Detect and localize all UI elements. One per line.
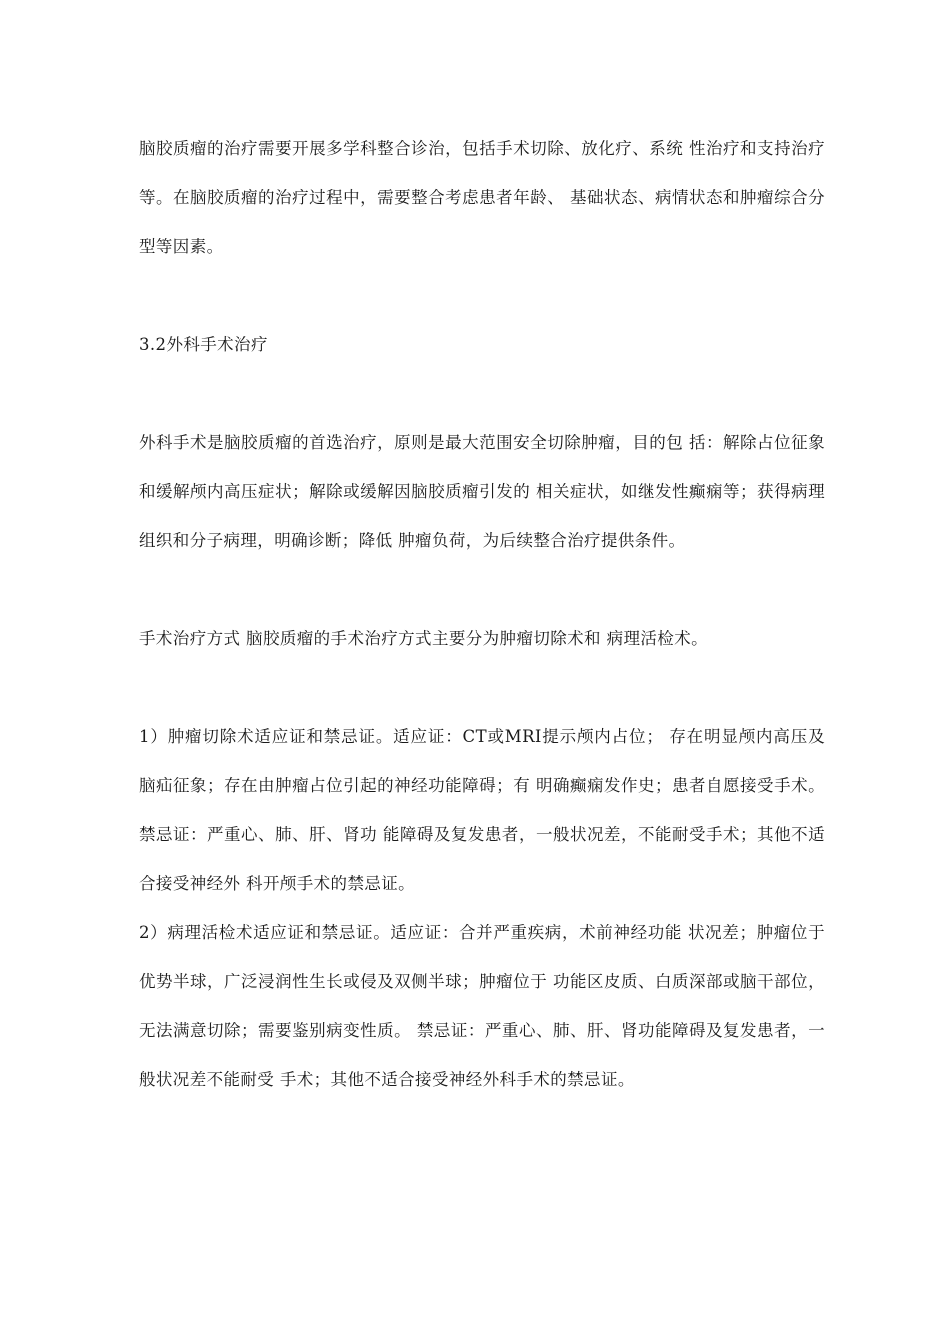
spacer bbox=[139, 565, 825, 614]
document-body bbox=[139, 124, 825, 1104]
spacer bbox=[139, 663, 825, 712]
item-2-paragraph: 2）病理活检术适应证和禁忌证。适应证：合并严重疾病，术前神经功能 状况差；肿瘤位于优势半球，广泛浸润性生长或侵及双侧半球；肿瘤位于 功能区皮质、白质深部或脑干部位，无法满意切除；需要鉴别病变性质。 禁忌证：严重心、肺、肝、肾功能障碍及复发患者，一般状况差不能耐受 手术；其他不适合接受神经外科手术的禁忌证。 bbox=[139, 923, 825, 1089]
methods-paragraph: 手术治疗方式 脑胶质瘤的手术治疗方式主要分为肿瘤切除术和 病理活检术。 bbox=[139, 629, 708, 648]
spacer bbox=[139, 369, 825, 418]
section-heading: 3.2外科手术治疗 bbox=[139, 335, 268, 354]
spacer bbox=[139, 271, 825, 320]
intro-paragraph: 脑胶质瘤的治疗需要开展多学科整合诊治，包括手术切除、放化疗、系统 性治疗和支持治疗等。在脑胶质瘤的治疗过程中，需要整合考虑患者年龄、 基础状态、病情状态和肿瘤综合分型等因素。 bbox=[139, 139, 825, 256]
item-1-paragraph: 1）肿瘤切除术适应证和禁忌证。适应证：CT或MRI提示颅内占位； 存在明显颅内高压及脑疝征象；存在由肿瘤占位引起的神经功能障碍；有 明确癫痫发作史；患者自愿接受手术。禁忌证：严重心、肺、肝、肾功 能障碍及复发患者，一般状况差，不能耐受手术；其他不适合接受神经外 科开颅手术的禁忌证。 bbox=[139, 727, 825, 893]
surgery-overview-paragraph: 外科手术是脑胶质瘤的首选治疗，原则是最大范围安全切除肿瘤，目的包 括：解除占位征象和缓解颅内高压症状；解除或缓解因脑胶质瘤引发的 相关症状，如继发性癫痫等；获得病理组织和分子病理，明确诊断；降低 肿瘤负荷，为后续整合治疗提供条件。 bbox=[139, 433, 825, 550]
